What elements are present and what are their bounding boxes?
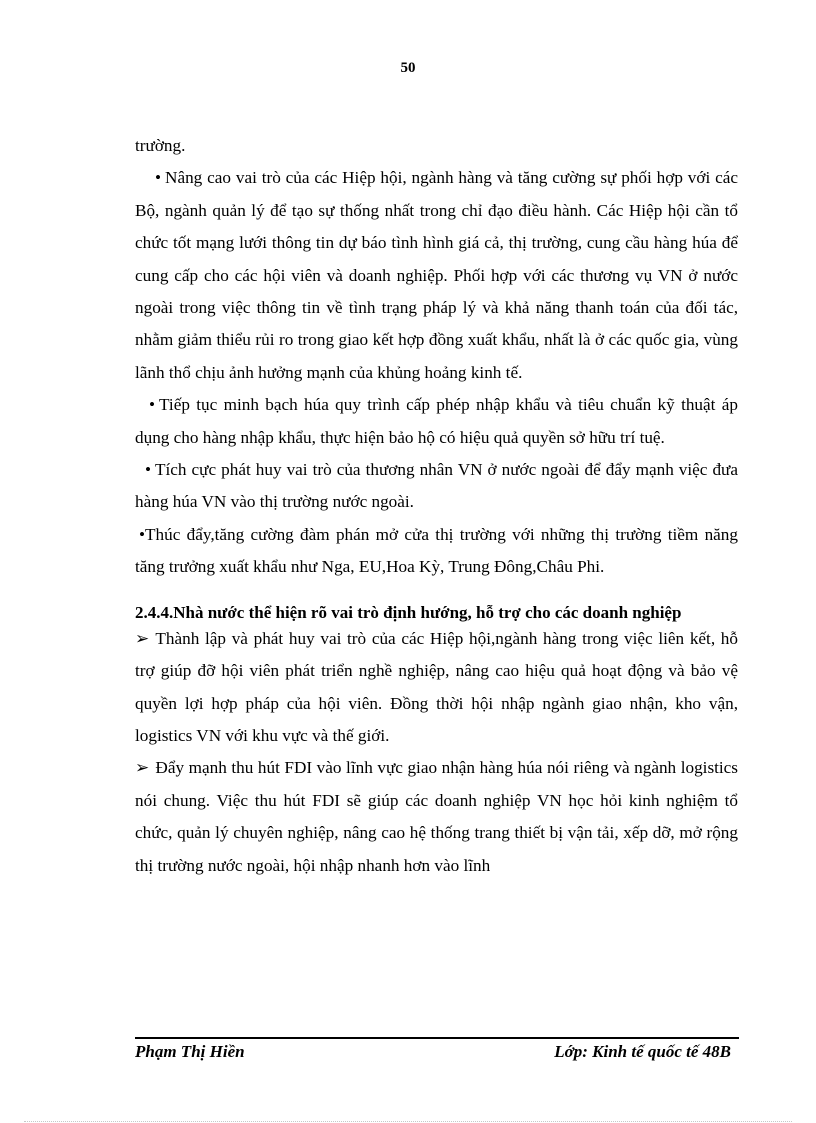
bullet-paragraph-1 xyxy=(135,162,738,389)
bullet-paragraph-2 xyxy=(135,389,738,454)
bullet-icon: • xyxy=(155,168,162,188)
arrow-bullet-icon: ➢ xyxy=(135,758,150,778)
arrow-item-text: Đẩy mạnh thu hút FDI vào lĩnh vực giao nhận hàng húa nói riêng và ngành logistics nói chung. Việc thu hút FDI sẽ giúp các doanh nghiệp VN học hỏi kinh nghiệm tổ chức, quản lý chuyên nghiệp, nâng cao hệ thống trang thiết bị vận tải, xếp dỡ, mở rộng thị trường nước ngoài, hội nhập nhanh hơn vào lĩnh xyxy=(135,758,738,875)
paragraph-continuation: trường. xyxy=(135,136,186,155)
arrow-item-text: Thành lập và phát huy vai trò của các Hiệp hội,ngành hàng trong việc liên kết, hỗ trợ giúp đỡ hội viên phát triển nghề nghiệp, nâng cao hiệu quả hoạt động và bảo vệ quyền lợi hợp pháp của hội viên. Đồng thời hội nhập ngành giao nhận, kho vận, logistics VN với khu vực và thế giới. xyxy=(135,628,738,745)
bullet-icon: • xyxy=(145,460,152,480)
bullet-paragraph-text: Nâng cao vai trò của các Hiệp hội, ngành hàng và tăng cường sự phối hợp với các Bộ, ngành quản lý để tạo sự thống nhất trong chỉ đạo điều hành. Các Hiệp hội cần tổ chức tốt mạng lưới thông tin dự báo tình hình giá cả, thị trường, cung cầu hàng húa để cung cấp cho các hội viên và doanh nghiệp. Phối hợp với các thương vụ VN ở nước ngoài trong việc thông tin về tình trạng pháp lý và khả năng thanh toán của đối tác, nhằm giảm thiểu rủi ro trong giao kết hợp đồng xuất khẩu, nhất là ở các quốc gia, vùng lãnh thổ chịu ảnh hưởng mạnh của khủng hoảng kinh tế. xyxy=(135,168,738,382)
arrow-item-1 xyxy=(135,623,738,753)
footer-class: Lớp: Kinh tế quốc tế 48B xyxy=(554,1042,731,1061)
bullet-icon: • xyxy=(149,395,156,415)
footer-author: Phạm Thị Hiền xyxy=(135,1042,245,1061)
page-number: 50 xyxy=(400,60,416,76)
bullet-paragraph-text: Thúc đẩy,tăng cường đàm phán mở cửa thị trường với những thị trường tiềm năng tăng trưởng xuất khẩu như Nga, EU,Hoa Kỳ, Trung Đông,Châu Phi. xyxy=(135,524,738,577)
bullet-paragraph-4 xyxy=(135,519,738,584)
bullet-icon: • xyxy=(139,524,146,544)
bullet-paragraph-3 xyxy=(135,454,738,519)
bullet-paragraph-text: Tích cực phát huy vai trò của thương nhân VN ở nước ngoài để đẩy mạnh việc đưa hàng húa VN vào thị trường nước ngoài. xyxy=(135,460,738,512)
arrow-item-2 xyxy=(135,752,738,882)
footer-divider xyxy=(135,1037,739,1039)
document-body xyxy=(135,130,738,882)
arrow-bullet-icon: ➢ xyxy=(135,628,150,648)
bullet-paragraph-text: Tiếp tục minh bạch húa quy trình cấp phép nhập khẩu và tiêu chuẩn kỹ thuật áp dụng cho hàng nhập khẩu, thực hiện bảo hộ có hiệu quả quyền sở hữu trí tuệ. xyxy=(135,395,738,447)
section-heading: 2.4.4.Nhà nước thể hiện rõ vai trò định hướng, hỗ trợ cho các doanh nghiệp xyxy=(135,602,682,622)
page-bottom-edge xyxy=(24,1121,792,1122)
